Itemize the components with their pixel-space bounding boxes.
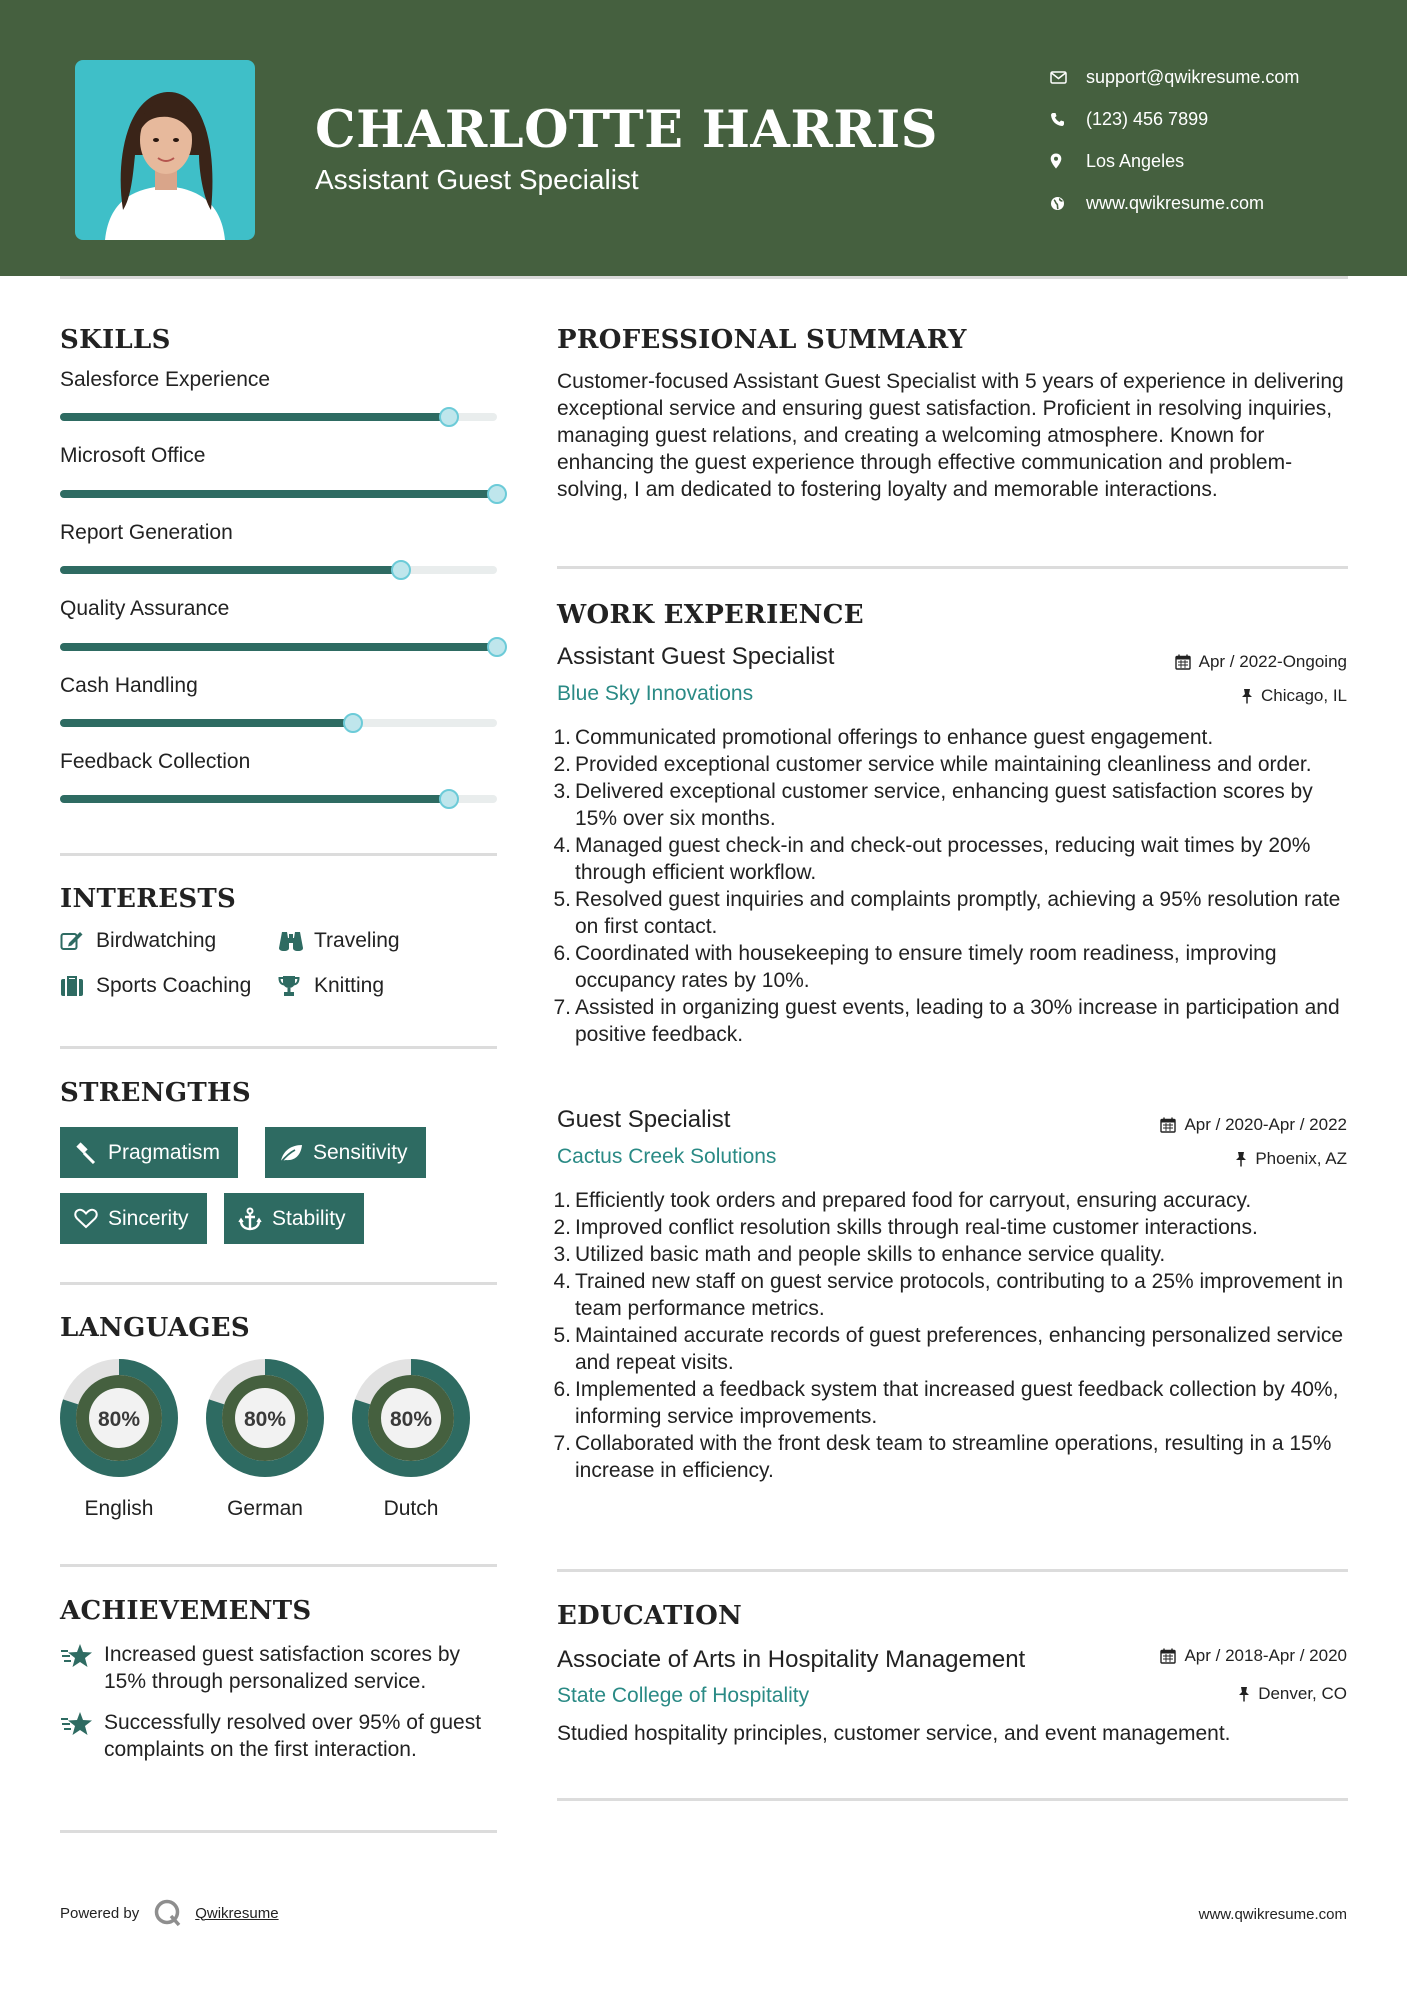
section-divider (60, 1046, 497, 1049)
experience-heading: WORK EXPERIENCE (557, 600, 864, 630)
skill-label: Feedback Collection (60, 750, 251, 773)
briefcase-icon (60, 975, 96, 997)
star-award-icon (60, 1709, 104, 1763)
list-item: 1. Communicated promotional offerings to enhance guest engagement. (553, 726, 1214, 749)
section-divider (557, 1798, 1348, 1801)
list-item: 4. Trained new staff on guest service protocols, contributing to a 25% improvement in team performance metrics. (553, 1270, 1344, 1320)
language-percent: 80% (389, 1408, 433, 1431)
language-label: German (227, 1497, 303, 1520)
strength-badge: Sincerity (60, 1193, 207, 1244)
interest-item: Birdwatching (60, 929, 216, 953)
list-item: 7. Collaborated with the front desk team to streamline operations, resulting in a 15% increase in efficiency. (553, 1432, 1332, 1482)
skill-bar-fill (60, 643, 497, 651)
job-location: Phoenix, AZ (1235, 1149, 1347, 1169)
interest-item: Traveling (278, 929, 400, 953)
heart-icon (74, 1208, 98, 1229)
language-item (351, 1358, 471, 1521)
skill-bar-knob (439, 789, 459, 809)
skill-bar (60, 566, 497, 574)
section-divider (60, 1830, 497, 1833)
achievements-heading: ACHIEVEMENTS (60, 1596, 312, 1626)
candidate-name: CHARLOTTE HARRIS (315, 100, 938, 160)
language-item (205, 1358, 325, 1521)
section-divider (557, 566, 1348, 569)
interest-item: Sports Coaching (60, 974, 251, 998)
degree-title: Associate of Arts in Hospitality Management (557, 1646, 1026, 1673)
education-description: Studied hospitality principles, customer service, and event management. (557, 1722, 1231, 1745)
calendar-icon (1160, 1648, 1176, 1664)
list-item: 6. Implemented a feedback system that increased guest feedback collection by 40%, informing service improvements. (553, 1378, 1339, 1428)
skill-bar-knob (439, 407, 459, 427)
skill-label: Cash Handling (60, 674, 198, 697)
company-name: Blue Sky Innovations (557, 682, 754, 705)
list-item: 5. Maintained accurate records of guest preferences, enhancing personalized service and repeat visits. (553, 1324, 1344, 1374)
phone-icon (1050, 112, 1086, 127)
achievement-item: Increased guest satisfaction scores by 15% through personalized service. (60, 1641, 500, 1695)
skill-bar (60, 795, 497, 803)
skill-bar (60, 490, 497, 498)
list-item: 7. Assisted in organizing guest events, leading to a 30% increase in participation and positive feedback. (553, 996, 1340, 1046)
footer-powered-by: Powered by Qwikresume (60, 1898, 279, 1928)
skill-bar-fill (60, 490, 497, 498)
achievement-item: Successfully resolved over 95% of guest complaints on the first interaction. (60, 1709, 500, 1763)
skills-heading: SKILLS (60, 325, 171, 355)
footer-brand-link[interactable]: Qwikresume (195, 1904, 279, 1922)
languages-heading: LANGUAGES (60, 1313, 250, 1343)
contact-email[interactable]: support@qwikresume.com (1050, 56, 1299, 98)
education-location: Denver, CO (1238, 1684, 1347, 1704)
section-divider (557, 1569, 1348, 1572)
pushpin-icon (1235, 1151, 1247, 1167)
language-item (59, 1358, 179, 1521)
list-item: 3. Utilized basic math and people skills to enhance service quality. (553, 1243, 1166, 1266)
summary-text: Customer-focused Assistant Guest Specialist with 5 years of experience in delivering exceptional service and ensuring guest satisfaction. Proficient in resolving inquiries, managing guest relations, and creating a welcoming atmosphere. Known for enhancing the guest experience through effective communication and problem-solving, I am dedicated to fostering loyalty and memorable interactions. (557, 370, 1344, 501)
skill-label: Salesforce Experience (60, 368, 271, 391)
list-item: 5. Resolved guest inquiries and complaints promptly, achieving a 95% resolution rate on first contact. (553, 888, 1341, 938)
contact-location: Los Angeles (1050, 140, 1299, 182)
list-item: 4. Managed guest check-in and check-out processes, reducing wait times by 20% through efficient workflow. (553, 834, 1311, 884)
language-label: English (84, 1497, 154, 1520)
job-location: Chicago, IL (1241, 686, 1347, 706)
job-dates: Apr / 2020-Apr / 2022 (1160, 1115, 1347, 1135)
profile-photo (75, 60, 255, 240)
footer-website-link[interactable]: www.qwikresume.com (1198, 1906, 1347, 1923)
envelope-icon (1050, 71, 1086, 84)
candidate-title: Assistant Guest Specialist (315, 164, 639, 195)
skill-label: Quality Assurance (60, 597, 230, 620)
education-dates: Apr / 2018-Apr / 2020 (1160, 1646, 1347, 1666)
language-donut (205, 1358, 325, 1478)
binoculars-icon (278, 930, 314, 952)
list-item: 3. Delivered exceptional customer service, enhancing guest satisfaction scores by 15% over six months. (553, 780, 1313, 830)
company-name: Cactus Creek Solutions (557, 1145, 777, 1168)
skill-bar (60, 643, 497, 651)
section-divider (60, 1564, 497, 1567)
section-divider (60, 853, 497, 856)
pencil-square-icon (60, 930, 96, 952)
map-pin-icon (1050, 153, 1086, 169)
contact-website[interactable]: www.qwikresume.com (1050, 182, 1299, 224)
anchor-icon (238, 1207, 262, 1231)
language-label: Dutch (383, 1497, 439, 1520)
skill-bar (60, 413, 497, 421)
strength-badge: Sensitivity (265, 1127, 426, 1178)
skill-bar-knob (391, 560, 411, 580)
language-percent: 80% (243, 1408, 287, 1431)
list-item: 2. Improved conflict resolution skills through real-time customer interactions. (553, 1216, 1258, 1239)
calendar-icon (1160, 1117, 1176, 1133)
qwikresume-logo-icon (153, 1898, 183, 1928)
language-percent: 80% (97, 1408, 141, 1431)
job-title: Assistant Guest Specialist (557, 643, 835, 670)
skill-bar-knob (487, 484, 507, 504)
skill-bar-fill (60, 566, 401, 574)
trophy-icon (278, 975, 314, 997)
globe-icon (1050, 196, 1086, 211)
gavel-icon (74, 1142, 98, 1164)
list-item: 2. Provided exceptional customer service while maintaining cleanliness and order. (553, 753, 1312, 776)
contact-list (1050, 56, 1299, 224)
strength-badge: Pragmatism (60, 1127, 238, 1178)
pushpin-icon (1238, 1686, 1250, 1702)
school-name: State College of Hospitality (557, 1684, 810, 1707)
skill-bar-fill (60, 795, 449, 803)
interest-item: Knitting (278, 974, 384, 998)
list-item: 1. Efficiently took orders and prepared food for carryout, ensuring accuracy. (553, 1189, 1252, 1212)
skill-bar-fill (60, 413, 449, 421)
skill-bar-fill (60, 719, 353, 727)
skill-bar (60, 719, 497, 727)
skill-label: Report Generation (60, 521, 233, 544)
calendar-icon (1175, 654, 1191, 670)
education-heading: EDUCATION (557, 1601, 743, 1631)
language-donut (351, 1358, 471, 1478)
skill-bar-knob (343, 713, 363, 733)
strength-badge: Stability (224, 1193, 364, 1244)
resume-header (0, 0, 1407, 276)
job-bullets (552, 724, 1352, 1048)
header-divider (60, 276, 1348, 279)
job-dates: Apr / 2022-Ongoing (1175, 652, 1347, 672)
contact-phone[interactable]: (123) 456 7899 (1050, 98, 1299, 140)
section-divider (60, 1282, 497, 1285)
language-donut (59, 1358, 179, 1478)
job-title: Guest Specialist (557, 1106, 731, 1133)
job-bullets (552, 1187, 1352, 1484)
summary-heading: PROFESSIONAL SUMMARY (557, 325, 967, 355)
leaf-icon (279, 1143, 303, 1163)
star-award-icon (60, 1641, 104, 1695)
skill-bar-knob (487, 637, 507, 657)
list-item: 6. Coordinated with housekeeping to ensure timely room readiness, improving occupancy rates by 10%. (553, 942, 1277, 992)
strengths-heading: STRENGTHS (60, 1078, 251, 1108)
pushpin-icon (1241, 688, 1253, 704)
skill-label: Microsoft Office (60, 444, 206, 467)
interests-heading: INTERESTS (60, 884, 237, 914)
